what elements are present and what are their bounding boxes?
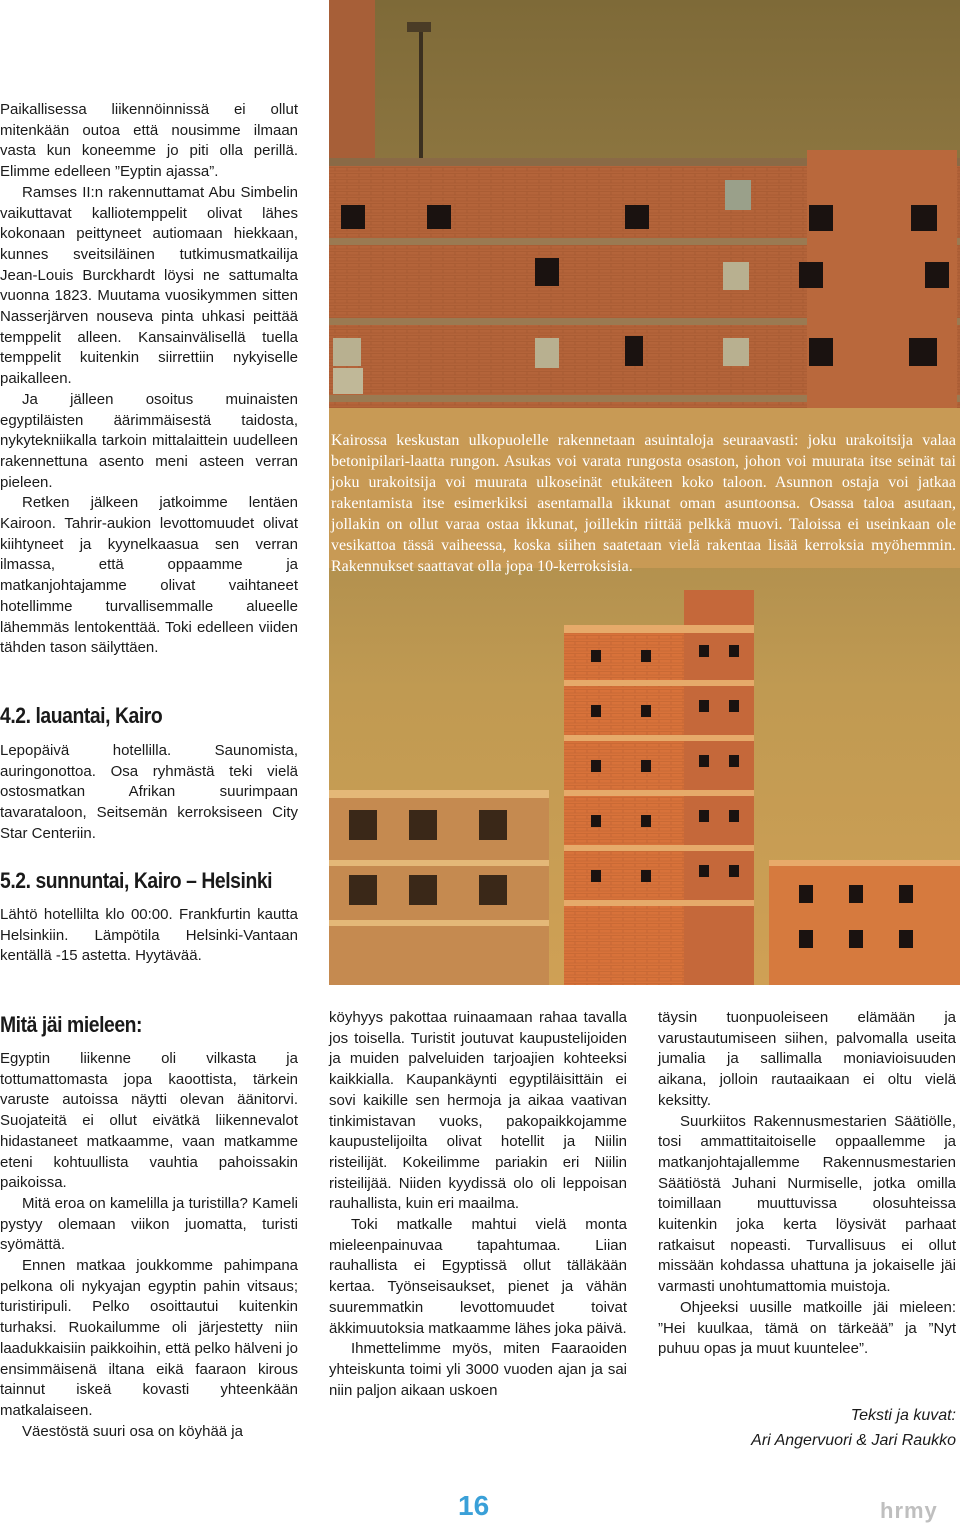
paragraph: Väestöstä suuri osa on köyhää ja (22, 1422, 243, 1440)
paragraph: Egyptin liikenne oli vilkasta ja tottumattomasta jopa kaoottista, tärkein varuste autoissa näytti olevan äänitorvi. Suojateitä ei ollut eivätkä liikennevalot hidastaneet matkaamme, vaan matkamme eteni kohtuullista vauhtia pahoissakin paikoissa. (0, 1050, 298, 1192)
paragraph: Retken jälkeen jatkoimme lentäen Kairoon. Tahrir-aukion levottomuudet olivat kiihtyneet ja kyynelkaasua sen verran ilmassa, että oppaamme ja matkanjohtajamme olivat vaihtaneet hotellimme turvallisemmalle alueelle lähemmäs lentokenttää. Toki edelleen viiden tähden tason säilyttäen. (0, 494, 298, 657)
credit-label: Teksti ja kuvat: (850, 1407, 956, 1424)
credit-names: Ari Angervuori & Jari Raukko (751, 1432, 956, 1449)
publication-logo: hrmy (880, 1498, 938, 1523)
section-heading: Mitä jäi mieleen: (0, 1012, 143, 1037)
paragraph: Paikallisessa liikennöinnissä ei ollut mitenkään outoa että nousimme ilmaan vasta kun koneemme jo piti olla perillä. Elimme edelleen ”Eyptin ajassa”. (0, 101, 298, 181)
article-column-middle (329, 1008, 627, 1401)
section-heading: 5.2. sunnuntai, Kairo – Helsinki (0, 868, 273, 893)
section-text: Lähtö hotellilta klo 00:00. Frankfurtin kautta Helsinkiin. Lämpötila Helsinki-Vantaan kentällä -15 astetta. Hyytävää. (0, 906, 298, 965)
article-column-left (0, 100, 298, 659)
author-credit (751, 1403, 956, 1453)
paragraph: Ohjeeksi uusille matkoille jäi mieleen: ”Hei kuulkaa, tämä on tärkeää” ja ”Nyt puhuu opas ja muut kuuntelee”. (658, 1298, 956, 1358)
memories-text (0, 1049, 298, 1442)
paragraph: köyhyys pakottaa ruinaamaan rahaa tavalla jos toisella. Turistit joutuvat kaupustelijoiden ja muiden palveluiden tarjoajien kohteeksi kaikkialla. Kaupankäynti egyptiläisittäin ei sovi kaikille sen hermoja ja aikaa vaativan tinkimistavan vuoks, pakopaikkojamme kaupustelijoilta olivat hotellit ja Niilin risteilijät. Kokeilimme pariakin eri Niilin risteilijää. Niiden kyydissä olo oli leppoisan rauhallista, kuin eri maailma. (329, 1009, 627, 1213)
paragraph: täysin tuonpuoleiseen elämään ja varustautumiseen siihen, palvomalla useita jumalia ja sallimalla moniavioisuuden aikana, jolloin rautaaikaan ei oltu vielä keksitty. (658, 1009, 956, 1109)
paragraph: Toki matkalle mahtui vielä monta mieleenpainuvaa tapahtumaa. Liian rauhallista ei Egyptissä ollut tälläkään kertaa. Työnseisaukset, pienet ja vähän suuremmatkin levottomuudet toivat äkkimuutoksia matkaamme lähes joka päivä. (329, 1216, 627, 1337)
photo-caption: Kairossa keskustan ulkopuolelle rakennetaan asuintaloja seuraavasti: joku urakoitsija valaa betonipilari-laatta rungon. Asukas voi varata rungosta osaston, johon voi muurata itse seinät tai joku urakoitsija voi muurata ulkoseinät etukäteen koko taloon. Asunnon ostaja voi jatkaa rakentamista itse esimerkiksi asentamalla ikkunat oman asuntoonsa. Osassa taloa asutaan, jollakin on ollut varaa ostaa ikkunat, joillekin riittää pelkkä muovi. Taloissa ei useinkaan ole vesikattoa tässä vaiheessa, koska siihen saatetaan vielä rakentaa lisää kerroksia myöhemmin. Rakennukset saattavat olla jopa 10-kerroksisia. (331, 432, 956, 575)
page-number: 16 (458, 1490, 490, 1521)
section-text: Lepopäivä hotellilla. Saunomista, auringonottoa. Osa ryhmästä teki vielä ostosmatkan Afrikan suurimpaan tavarataloon, Seitsemän kerroksiseen City Star Centeriin. (0, 742, 298, 842)
paragraph: Ihmettelimme myös, miten Faaraoiden yhteiskunta toimi yli 3000 vuoden ajan ja sai niin paljon aikaan uskoen (329, 1340, 627, 1399)
paragraph: Ja jälleen osoitus muinaisten egyptiläisten äärimmäisestä taidosta, nykytekniikalla tarkoin mittalaittein uudelleen rakennettuna asento meni asteen verran pieleen. (0, 390, 298, 491)
section-heading: 4.2. lauantai, Kairo (0, 703, 163, 728)
paragraph: Mitä eroa on kamelilla ja turistilla? Kameli pystyy olemaan viikon juomatta, turisti syömättä. (0, 1194, 298, 1254)
paragraph: Ennen matkaa joukkomme pahimpana pelkona oli nykyajan egyptin pahin vitsaus; turistiripuli. Pelko osoittautui kuitenkin turhaksi. Ruokailumme oli järjestetty niin laadukkaisiin paikkoihin, että pelko hälveni jo ensimmäisenä iltana eikä faaraon kirous tainnut iskeä kovasti yhteenkään matkalaiseen. (0, 1257, 298, 1419)
cairo-buildings-photo (329, 0, 960, 985)
article-column-right (658, 1008, 956, 1360)
paragraph: Suurkiitos Rakennusmestarien Säätiölle, tosi ammattitaitoiselle oppaallemme ja matkanjohtajallemme Rakennusmestarien Säätiöstä Juhani Nurmiselle, jotka omilla toimillaan muuttuvissa olosuhteissa kuitenkin joka kerta löysivät parhaat ratkaisut nopeasti. Turvallisuus ei ollut missään kohdassa uhattuna ja jokaiselle jäi varmasti unohtumattomia muistoja. (658, 1112, 956, 1296)
paragraph: Ramses II:n rakennuttamat Abu Simbelin vaikuttavat kalliotemppelit olivat lähes kokonaan peittyneet autiomaan hiekkaan, kunnes sveitsiläinen tutkimusmatkailija Jean-Louis Burckhardt löysi ne sattumalta vuonna 1823. Muutama vuosikymmen sitten Nasserjärven nouseva pinta uhkasi peittää temppelit alleen. Kansainvälisellä tuella temppelit kuitenkin siirrettiin nykyiselle paikalleen. (0, 183, 298, 388)
